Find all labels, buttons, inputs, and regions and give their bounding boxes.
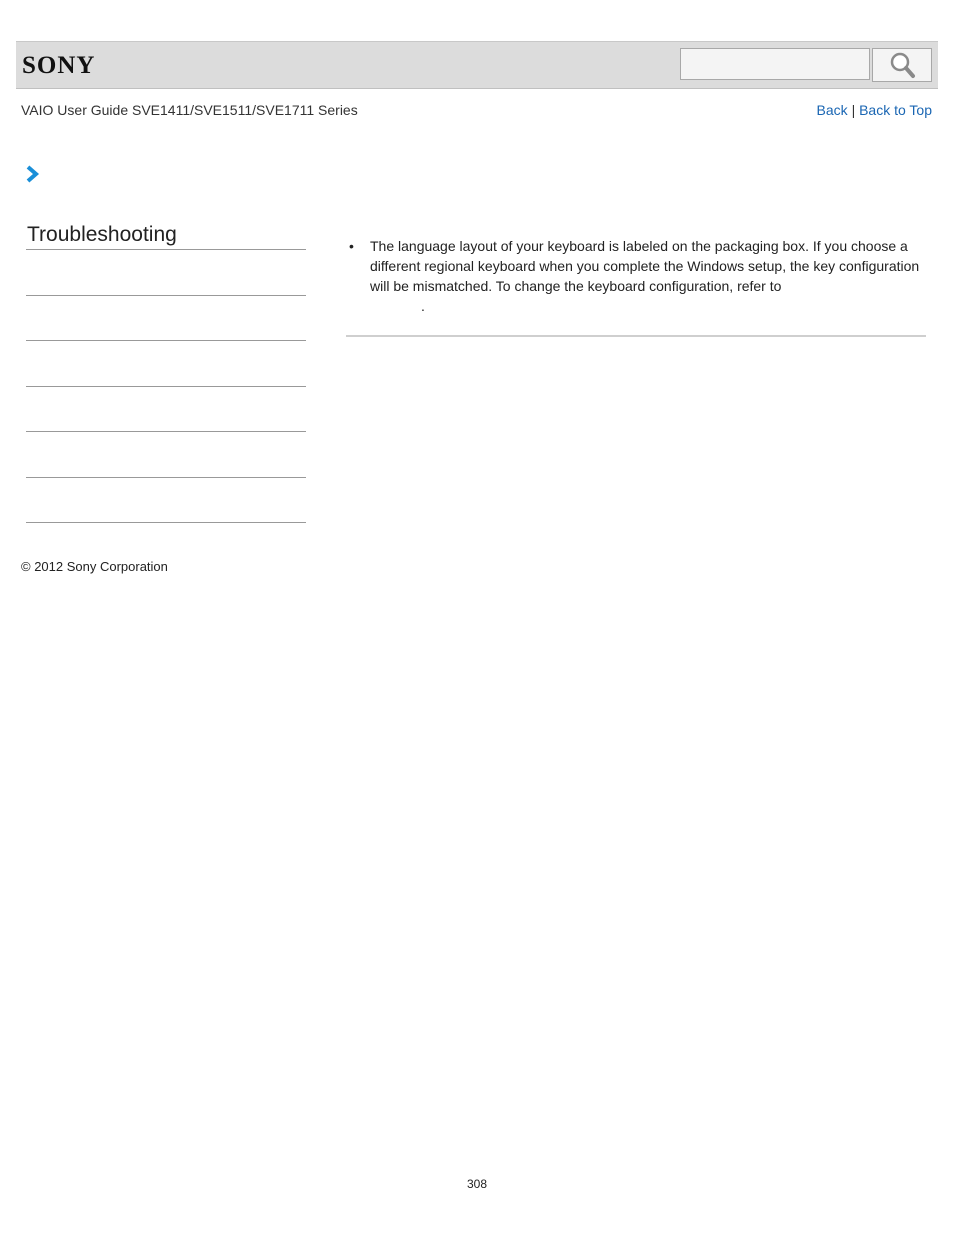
search-input[interactable] bbox=[680, 48, 870, 80]
search-button[interactable] bbox=[872, 48, 932, 82]
link-separator: | bbox=[851, 102, 856, 118]
list-item bbox=[346, 236, 926, 296]
main-content bbox=[346, 236, 926, 316]
magnifier-icon bbox=[888, 51, 916, 79]
top-nav-links bbox=[817, 102, 932, 118]
sidebar-item[interactable] bbox=[26, 340, 306, 341]
header-bar bbox=[16, 41, 938, 89]
page-number: 308 bbox=[466, 1177, 488, 1191]
back-link[interactable]: Back bbox=[816, 102, 848, 118]
chevron-right-icon bbox=[25, 165, 41, 183]
copyright: © 2012 Sony Corporation bbox=[21, 559, 168, 574]
sony-logo: SONY bbox=[22, 52, 96, 79]
guide-title: VAIO User Guide SVE1411/SVE1511/SVE1711 Series bbox=[21, 102, 358, 118]
sidebar-item[interactable] bbox=[26, 295, 306, 296]
sidebar-title: Troubleshooting bbox=[27, 223, 177, 246]
sidebar-item[interactable] bbox=[26, 477, 306, 478]
reference-line bbox=[346, 296, 926, 316]
breadcrumb[interactable] bbox=[25, 165, 41, 188]
back-to-top-link[interactable]: Back to Top bbox=[859, 102, 932, 118]
bullet-text: The language layout of your keyboard is labeled on the packaging box. If you choose a different regional keyboard when you complete the Windows setup, the key configuration will be mismatched. To change the keyboard configuration, refer to bbox=[370, 238, 920, 294]
sidebar-item[interactable] bbox=[26, 431, 306, 432]
sidebar-item[interactable] bbox=[26, 386, 306, 387]
content-divider bbox=[346, 335, 926, 337]
bullet-dot: • bbox=[349, 238, 354, 254]
sidebar-item[interactable] bbox=[26, 522, 306, 523]
reference-period: . bbox=[421, 298, 425, 314]
sidebar-divider bbox=[26, 249, 306, 250]
